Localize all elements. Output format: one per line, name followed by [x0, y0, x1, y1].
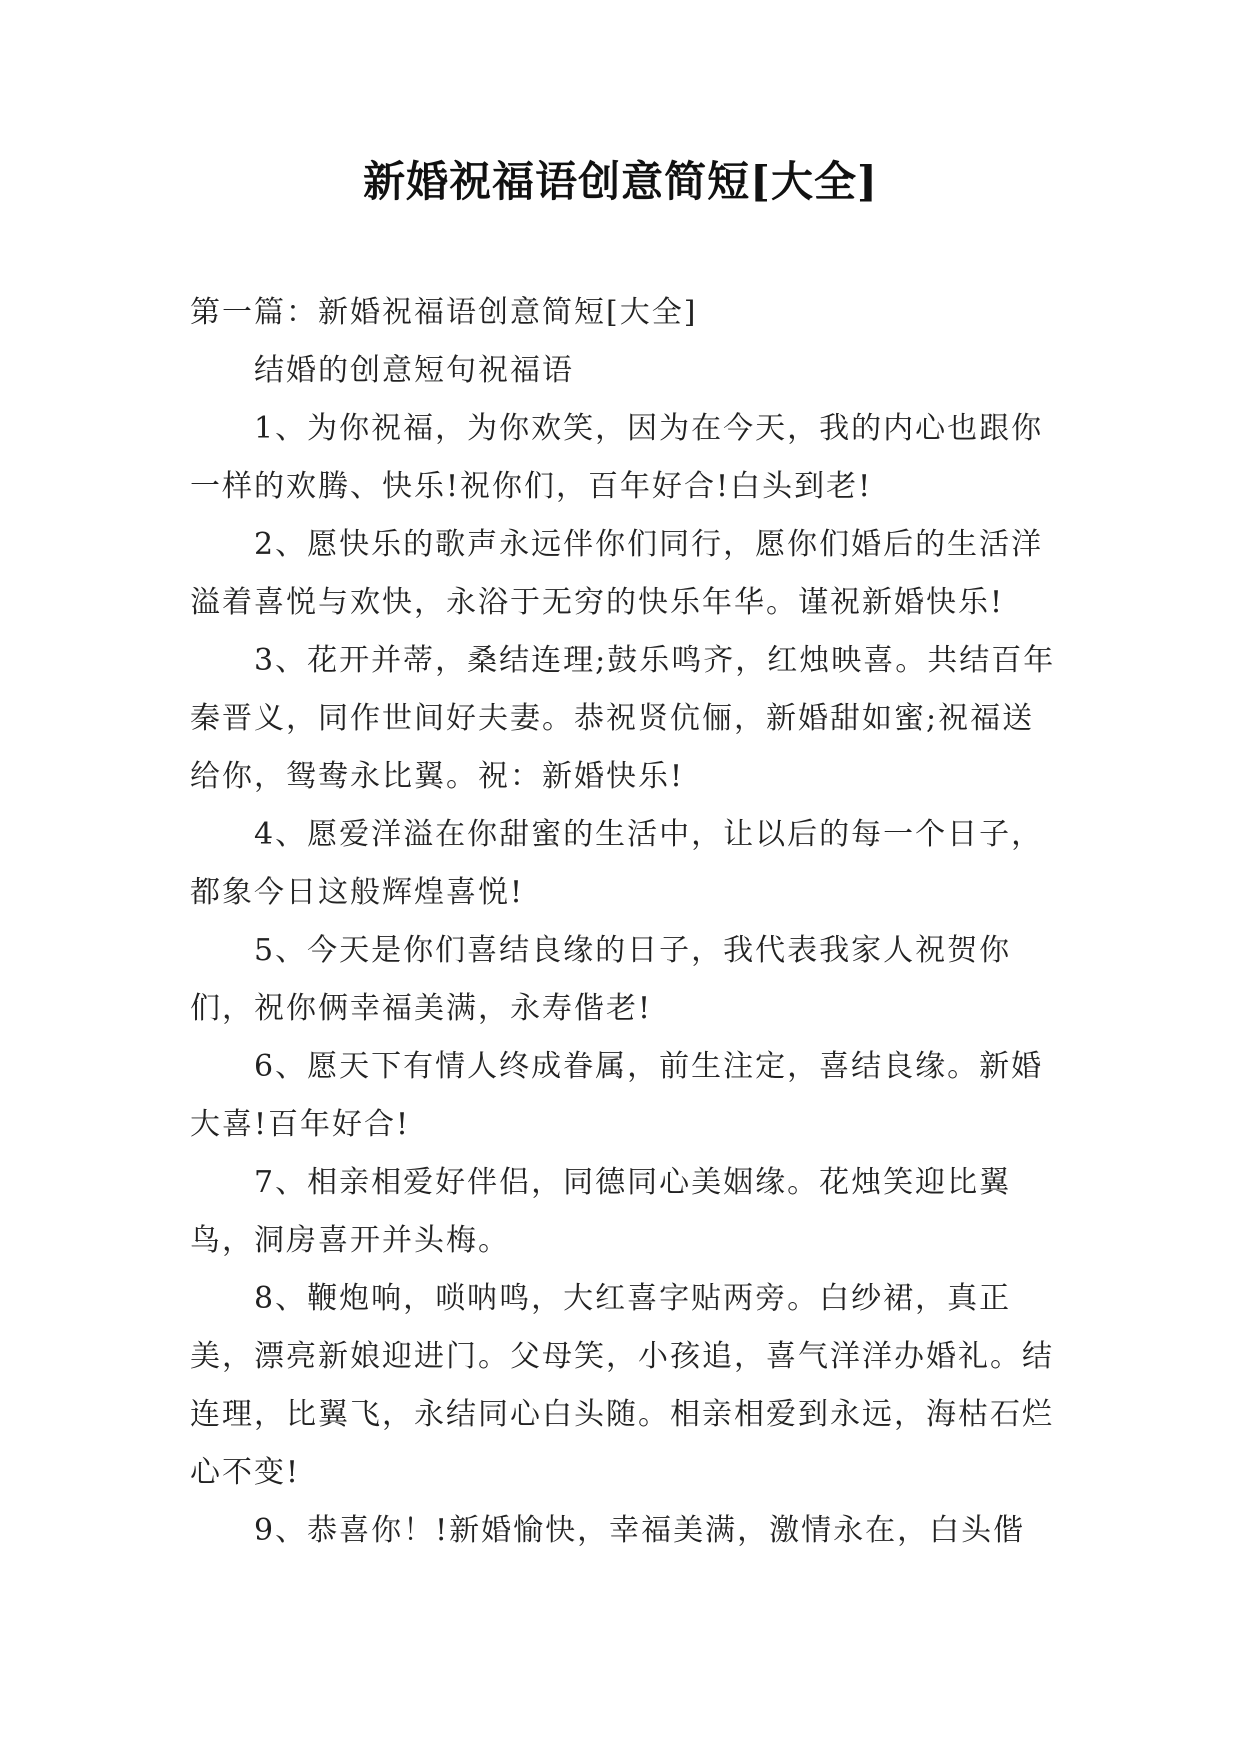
paragraph-7: 7、相亲相爱好伴侣，同德同心美姻缘。花烛笑迎比翼鸟，洞房喜开并头梅。 — [190, 1165, 1012, 1258]
paragraph-3: 3、花开并蒂，桑结连理;鼓乐鸣齐，红烛映喜。共结百年秦晋义，同作世间好夫妻。恭祝贤伉俪，新婚甜如蜜;祝福送给你，鸳鸯永比翼。祝：新婚快乐! — [190, 643, 1056, 794]
subheading: 结婚的创意短句祝福语 — [254, 353, 574, 388]
paragraph-4: 4、愿爱洋溢在你甜蜜的生活中，让以后的每一个日子，都象今日这般辉煌喜悦! — [190, 817, 1044, 910]
paragraph-8: 8、鞭炮响，唢呐鸣，大红喜字贴两旁。白纱裙，真正美，漂亮新娘迎进门。父母笑，小孩追，喜气洋洋办婚礼。结连理，比翼飞，永结同心白头随。相亲相爱到永远，海枯石烂心不变! — [190, 1281, 1054, 1490]
document-title: 新婚祝福语创意简短[大全] — [363, 157, 878, 206]
paragraph-9: 9、恭喜你！!新婚愉快，幸福美满，激情永在，白头偕 — [254, 1513, 1026, 1548]
paragraph-2: 2、愿快乐的歌声永远伴你们同行，愿你们婚后的生活洋溢着喜悦与欢快，永浴于无穷的快乐年华。谨祝新婚快乐! — [190, 527, 1044, 620]
section-heading: 第一篇：新婚祝福语创意简短[大全] — [190, 295, 698, 330]
paragraph-1: 1、为你祝福，为你欢笑，因为在今天，我的内心也跟你一样的欢腾、快乐!祝你们，百年好合!白头到老! — [190, 411, 1044, 504]
paragraph-5: 5、今天是你们喜结良缘的日子，我代表我家人祝贺你们，祝你俩幸福美满，永寿偕老! — [190, 933, 1012, 1026]
paragraph-6: 6、愿天下有情人终成眷属，前生注定，喜结良缘。新婚大喜!百年好合! — [190, 1049, 1044, 1142]
document-body — [190, 284, 1062, 1560]
